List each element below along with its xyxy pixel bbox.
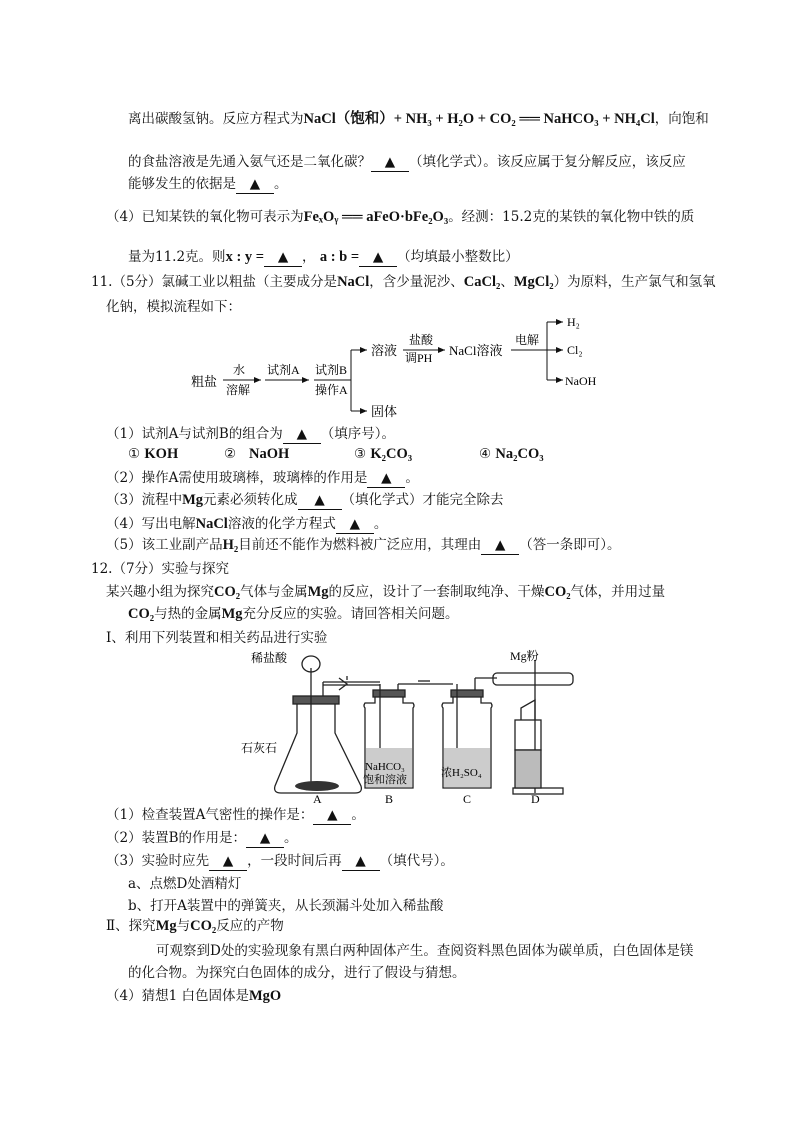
option-item: [354, 446, 412, 463]
text: 气体，并用过量: [570, 584, 666, 600]
formula: MgO: [248, 988, 282, 1004]
text: （4）猜想1 白色固体是: [106, 988, 249, 1004]
text: 气体与金属: [240, 584, 308, 600]
flow-water: 水: [233, 363, 246, 377]
flask-a: [275, 703, 362, 793]
text: （填化学式）才能完全除去: [341, 492, 504, 508]
answer-blank[interactable]: [283, 425, 321, 444]
triangle-mark: ▲: [381, 470, 392, 486]
text: b、打开A装置中的弹簧夹，从长颈漏斗处加入稀盐酸: [128, 898, 444, 914]
equation: FeₓOᵧ ══ aFeO·bFe₂O₃: [303, 209, 449, 225]
text-line: [128, 175, 288, 194]
text: 溶液的化学方程式: [227, 516, 336, 532]
text-line: [128, 153, 686, 172]
answer-blank[interactable]: [264, 248, 302, 267]
triangle-mark: ▲: [495, 537, 506, 553]
apparatus-diagram: [235, 648, 595, 806]
label-mg-powder: Mg粉: [510, 649, 539, 663]
text: 12.（7分）实验与探究: [91, 561, 230, 577]
text: （填序号）。: [320, 426, 396, 442]
text: （4）已知某铁的氧化物可表示为: [106, 209, 304, 225]
option-number: ②: [224, 446, 237, 462]
triangle-mark: ▲: [327, 807, 338, 823]
text: ，: [302, 249, 316, 265]
text: 的反应，设计了一套制取纯净、干燥: [328, 584, 545, 600]
ratio-label: a : b =: [319, 249, 360, 265]
option-number: ④: [479, 446, 492, 462]
formula: Mg: [307, 584, 329, 600]
text: 的食盐溶液是先通入氨气还是二氧化碳？: [128, 154, 371, 170]
label-limestone: 石灰石: [241, 741, 278, 755]
triangle-mark: ▲: [259, 830, 271, 846]
text: 离出碳酸氢钠。反应方程式为: [128, 111, 304, 127]
lamp-d: [515, 720, 541, 750]
text: a、点燃D处酒精灯: [128, 876, 242, 892]
text: 某兴趣小组为探究: [106, 584, 214, 600]
text-line: [128, 875, 241, 893]
text: ）为原料，生产氯气和氢氧: [553, 274, 716, 290]
triangle-mark: ▲: [355, 853, 366, 869]
answer-blank[interactable]: [336, 515, 374, 534]
text: 与: [176, 918, 191, 934]
label-h2so4: 浓H₂SO₄: [441, 767, 482, 779]
option-label: KOH: [144, 446, 179, 462]
option-number: ①: [128, 446, 141, 462]
text: 。: [351, 807, 365, 823]
text-line: [156, 942, 693, 960]
flow-h2: H₂: [567, 315, 580, 329]
text-line: [128, 110, 709, 128]
text: （3）实验时应先: [106, 853, 210, 869]
triangle-mark: ▲: [222, 853, 234, 869]
label-acid: 稀盐酸: [251, 651, 288, 665]
option-label: NaOH: [248, 446, 290, 462]
triangle-mark: ▲: [314, 492, 325, 508]
formula: CaCl₂: [463, 274, 501, 290]
text: （均填最小整数比）: [397, 249, 519, 265]
answer-blank[interactable]: [236, 175, 274, 194]
answer-blank[interactable]: [298, 491, 342, 510]
formula: CO₂: [214, 584, 241, 600]
text: 反应的产物: [216, 918, 284, 934]
text: （4）写出电解: [106, 516, 196, 532]
option-item: [224, 446, 289, 463]
ratio-label: x : y =: [225, 249, 265, 265]
text: （3）流程中: [106, 492, 183, 508]
answer-blank[interactable]: [367, 469, 405, 488]
text: 目前还不能作为燃料被广泛应用，其理由: [238, 537, 482, 553]
text: （5）该工业副产品: [106, 537, 223, 553]
answer-blank[interactable]: [209, 852, 247, 871]
triangle-mark: ▲: [384, 154, 396, 170]
formula: NaCl: [195, 516, 228, 532]
text: 。经测：15.2克的某铁的氧化物中铁的质: [448, 209, 695, 225]
formula: CO₂: [544, 584, 571, 600]
formula: Mg: [182, 492, 204, 508]
text-line: [128, 248, 519, 267]
option-label: K₂CO₃: [370, 446, 413, 462]
text: （1）检查装置A气密性的操作是：: [106, 807, 314, 823]
text: ，含少量泥沙、: [369, 274, 464, 290]
label-saturated: 饱和溶液: [363, 774, 407, 786]
label-b: B: [385, 792, 394, 806]
text: 元素必须转化成: [203, 492, 298, 508]
tube-d: [493, 673, 573, 685]
text: 的化合物。为探究白色固体的成分，进行了假设与猜想。: [128, 965, 466, 981]
flow-operation-a: 操作A: [315, 383, 348, 397]
flow-nacl-solution: NaCl溶液: [449, 343, 503, 358]
text: Ⅱ、探究: [106, 918, 156, 934]
text-line: [106, 536, 620, 555]
flow-acid: 盐酸: [409, 333, 434, 347]
label-a: A: [313, 792, 322, 806]
flow-electrolysis: 电解: [515, 333, 540, 347]
text-line: [106, 425, 395, 444]
triangle-mark: ▲: [296, 426, 307, 442]
answer-blank[interactable]: [371, 153, 409, 172]
triangle-mark: ▲: [277, 249, 289, 265]
text: 。: [274, 176, 288, 192]
text-line: [106, 987, 281, 1005]
text: 。: [405, 470, 419, 486]
text: 11.（5分）氯碱工业以粗盐（主要成分是: [91, 274, 338, 290]
flow-ph: 调PH: [405, 351, 433, 365]
formula: MgCl₂: [513, 274, 554, 290]
text-line: [106, 491, 504, 510]
triangle-mark: ▲: [249, 176, 261, 192]
text-line: [128, 605, 459, 623]
text: （2）装置B的作用是：: [106, 830, 247, 846]
flow-solution: 溶液: [371, 343, 398, 358]
answer-blank[interactable]: [359, 248, 397, 267]
text: 量为11.2克。则: [128, 249, 226, 265]
process-flow-diagram: [185, 308, 605, 423]
question-11: [91, 273, 716, 291]
option-number: ③: [354, 446, 367, 462]
text-line: [106, 852, 454, 871]
flow-dissolve: 溶解: [226, 383, 251, 397]
flow-reagent-b: 试剂B: [315, 363, 348, 377]
text-line: [106, 469, 419, 488]
text: 可观察到D处的实验现象有黑白两种固体产生。查阅资料黑色固体为碳单质，白色固体是镁: [156, 943, 694, 959]
flow-solid: 固体: [371, 404, 398, 419]
text-line: [128, 964, 466, 982]
equation: NaCl（饱和）+ NH₃ + H₂O + CO₂ ══ NaHCO₃ + NH₄Cl: [303, 111, 655, 127]
text: 化钠，模拟流程如下：: [106, 299, 241, 315]
answer-blank[interactable]: [481, 536, 519, 555]
flow-crude-salt: 粗盐: [191, 374, 218, 389]
option-item: [479, 446, 544, 463]
text: ，向饱和: [654, 111, 709, 127]
text: 与热的金属: [154, 606, 222, 622]
text: （填代号）。: [379, 853, 454, 869]
formula: CO₂: [190, 918, 217, 934]
answer-blank[interactable]: [313, 806, 351, 825]
text: Ⅰ、利用下列装置和相关药品进行实验: [106, 630, 328, 646]
text: （填化学式）。该反应属于复分解反应，该反应: [409, 154, 686, 170]
text-line: [106, 515, 387, 534]
option-label: Na₂CO₃: [495, 446, 544, 462]
section-heading: [106, 917, 284, 935]
text-line: [106, 829, 298, 848]
wood-block: [515, 750, 541, 788]
formula: Mg: [155, 918, 177, 934]
text: 。: [284, 830, 298, 846]
label-c: C: [463, 792, 472, 806]
text-line: [106, 583, 665, 601]
text: 充分反应的实验。请回答相关问题。: [242, 606, 459, 622]
label-nahco3: NaHCO₃: [365, 761, 405, 773]
text-line: [128, 897, 443, 915]
stopper-a: [293, 696, 339, 704]
formula: NaCl: [337, 274, 370, 290]
text-line: [106, 208, 694, 226]
section-heading: [106, 629, 327, 647]
answer-blank[interactable]: [342, 852, 380, 871]
triangle-mark: ▲: [349, 516, 361, 532]
limestone-pieces: [295, 781, 339, 791]
formula: CO₂: [128, 606, 155, 622]
text: （2）操作A需使用玻璃棒，玻璃棒的作用是: [106, 470, 368, 486]
formula: Mg: [221, 606, 243, 622]
answer-blank[interactable]: [246, 829, 284, 848]
option-item: [128, 446, 178, 463]
text: （1）试剂A与试剂B的组合为: [106, 426, 283, 442]
flow-reagent-a: 试剂A: [267, 363, 300, 377]
clamp: [339, 678, 347, 690]
text: 。: [373, 516, 388, 532]
text: 能够发生的依据是: [128, 176, 236, 192]
flow-cl2: Cl₂: [567, 343, 583, 357]
formula: H₂: [222, 537, 239, 553]
flow-naoh: NaOH: [565, 374, 597, 388]
label-d: D: [531, 792, 540, 806]
text-line: [106, 806, 365, 825]
text: （答一条即可）。: [519, 537, 621, 553]
triangle-mark: ▲: [372, 249, 384, 265]
text: ，一段时间后再: [247, 853, 342, 869]
question-12: [91, 560, 229, 578]
text: 、: [500, 274, 514, 290]
